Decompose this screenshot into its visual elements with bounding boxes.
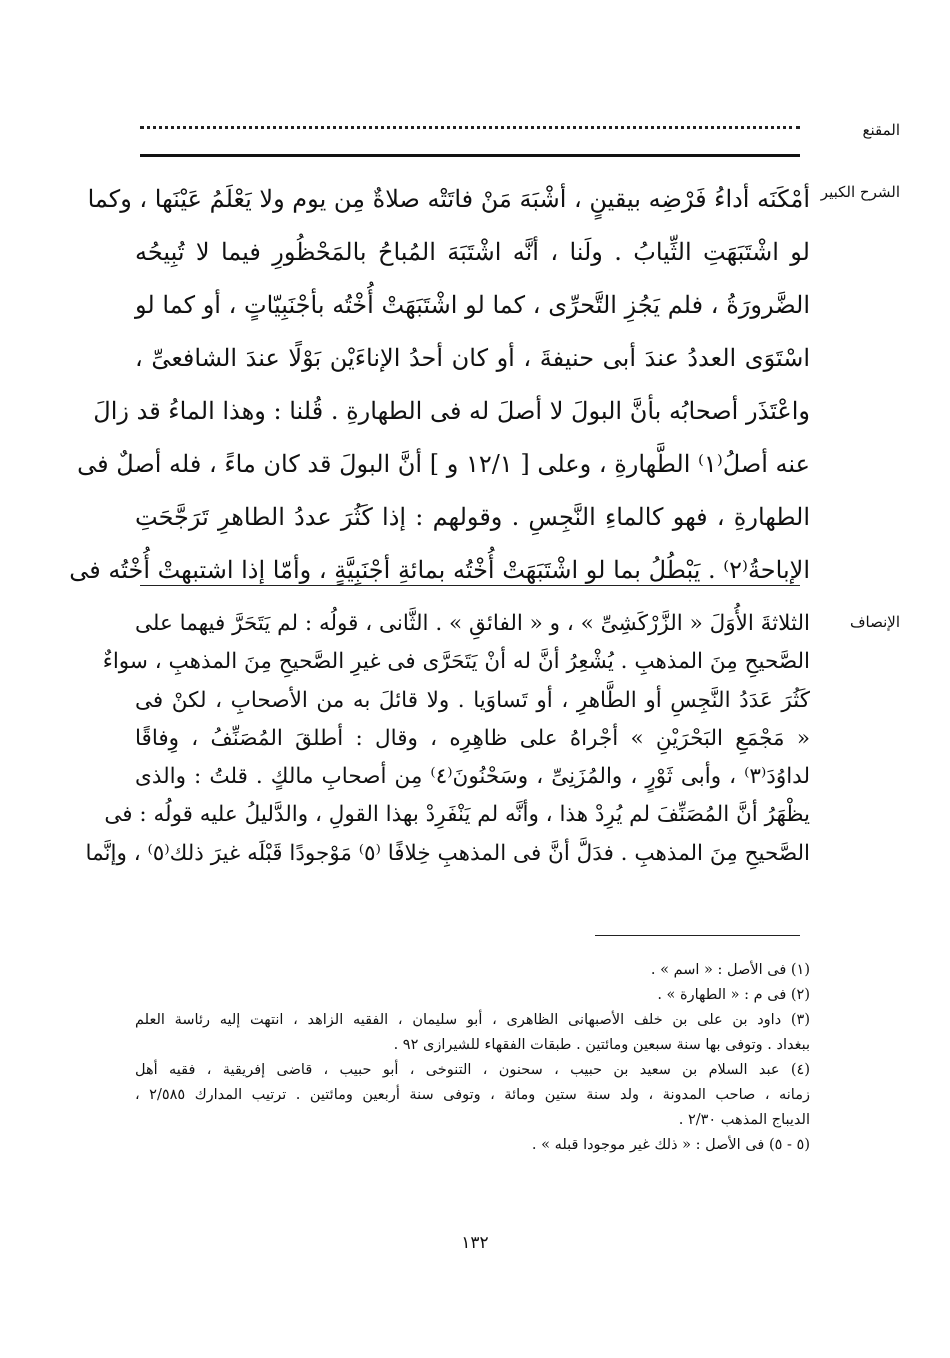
section-divider [140, 585, 800, 586]
footnote-line: (٣) داود بن على بن خلف الأصبهانى الظاهرى ، أبو سليمان ، الفقيه الزاهد ، انتهت إليه رئاسة العلم [135, 1012, 810, 1028]
header-rule [140, 154, 800, 157]
text-line: لو اشْتَبَهَتِ الثِّيابُ . ولَنا ، أنَّه اشْتَبَهَ المُباحُ بالمَحْظُورِ فيما لا تُبِيحُه [135, 238, 810, 266]
footnote-line: ببغداد . وتوفى بها سنة سبعين ومائتين . طبقات الفقهاء للشيرازى ٩٢ . [393, 1037, 810, 1053]
book-title: المقنع [862, 121, 900, 139]
footnote-line: (٥ - ٥) فى الأصل : « ذلك غير موجودا قبله » . [531, 1137, 810, 1153]
text-line: واعْتَذَر أصحابُه بأنَّ البولَ لا أصلَ له فى الطهارةِ . قُلنا : وهذا الماءُ قد زالَ [93, 397, 810, 425]
footnote-line: الديباج المذهب ٢/٣٠ . [678, 1112, 810, 1128]
sharh-label: الشرح الكبير [820, 183, 900, 201]
page-number: ١٣٢ [461, 1233, 489, 1253]
text-line: الإباحةُ⁽٢⁾ . يَبْطُلُ بما لو اشْتَبَهَتْ أُخْتُه بمائةِ أجْنَبِيَّةٍ ، وأمّا إذا اشتبهتْ أُخْتُه فى [69, 556, 810, 584]
footnote-line: (٤) عبد السلام بن سعيد بن حبيب ، سحنون ، التنوخى ، أبو حبيب ، قاضى إفريقية ، فقيه أهل [135, 1062, 810, 1078]
insaf-label: الإنصاف [849, 613, 900, 631]
sharh-text [69, 173, 810, 597]
text-line: الثلاثةَ الأُوَلَ « الزَّرْكَشِىِّ » ، و « الفائقِ » . الثَّانى ، قولُه : لم يَتَحَرَّ فيهما على [134, 611, 810, 636]
footnote-rule [595, 935, 800, 936]
text-line: كَثُرَ عَدَدُ النَّجِسِ أو الطَّاهرِ ، أو تَساوَيا . ولا قائلَ به من الأصحابِ ، لكنْ فى [135, 687, 810, 713]
text-line: عنه أصلُ⁽١⁾ الطَّهارةِ ، وعلى [ ١٢/١ و ] أنَّ البولَ قد كان ماءً ، فله أصلٌ فى [77, 450, 810, 478]
footnote-line: (٢) فى م : « الطهارة » . [657, 987, 810, 1003]
text-line: لداوُدَ⁽٣⁾ ، وأبى ثَوْرٍ ، والمُزَنِىِّ ، وسَحْنُونَ⁽٤⁾ مِن أصحابِ مالكٍ . قلتُ : والذى [135, 764, 811, 790]
text-line: اسْتَوَى العددُ عندَ أبى حنيفةَ ، أو كان أحدُ الإناءَيْن بَوْلًا عندَ الشافعىِّ ، [135, 344, 810, 372]
footnote-line: زمانه ، صاحب المدونة ، ولد سنة ستين ومائة ، وتوفى سنة أربعين ومائتين . ترتيب المدارك ٢/٥٨٥ ، [135, 1087, 810, 1103]
text-line: يظْهَرُ أنَّ المُصَنِّفَ لم يُرِدْ هذا ، وأنَّه لم يَنْفَرِدْ بهذا القولِ ، والدَّليلُ عليه قولُه : فى [104, 802, 810, 828]
header-dotted-rule [140, 126, 800, 131]
text-line: الصَّحيحِ مِنَ المذهبِ . يُشْعِرُ أنَّ له أنْ يَتَحَرَّى فى غيرِ الصَّحيحِ مِنَ المذهبِ ، سواءٌ [102, 649, 810, 675]
insaf-text [85, 605, 811, 873]
text-line: الطهارةِ ، فهو كالماءِ النَّجِسِ . وقولهم : إذا كَثُرَ عددُ الطاهرِ تَرَجَّحَتِ [135, 503, 810, 531]
footnote-line: (١) فى الأصل : « اسم » . [650, 962, 810, 978]
footnotes [135, 958, 810, 1158]
text-line: أمْكَنَه أداءُ فَرْضِه بيقينٍ ، أشْبَهَ مَنْ فاتَتْه صلاةٌ مِن يوم ولا يَعْلَمُ عَيْنَها ، وكما [87, 185, 810, 213]
text-line: الصَّحيحِ مِنَ المذهبِ . فدَلَّ أنَّ فى المذهبِ خِلافًا ⁽٥⁾ مَوْجودًا قَبْلَه غيرَ ذلك⁽٥⁾ ، وإنَّما [85, 840, 810, 866]
text-line: الضَّرورَةُ ، فلم يَجُزِ التَّحرِّى ، كما لو اشْتَبَهَتْ أُخْتُه بأجْنَبِيّاتٍ ، أو كما لو [135, 291, 810, 319]
text-line: « مَجْمَعِ البَحْرَيْنِ » أجْراهُ على ظاهِرِه ، وقال : أطلقَ المُصَنِّفُ ، وِفاقًا [135, 725, 810, 751]
